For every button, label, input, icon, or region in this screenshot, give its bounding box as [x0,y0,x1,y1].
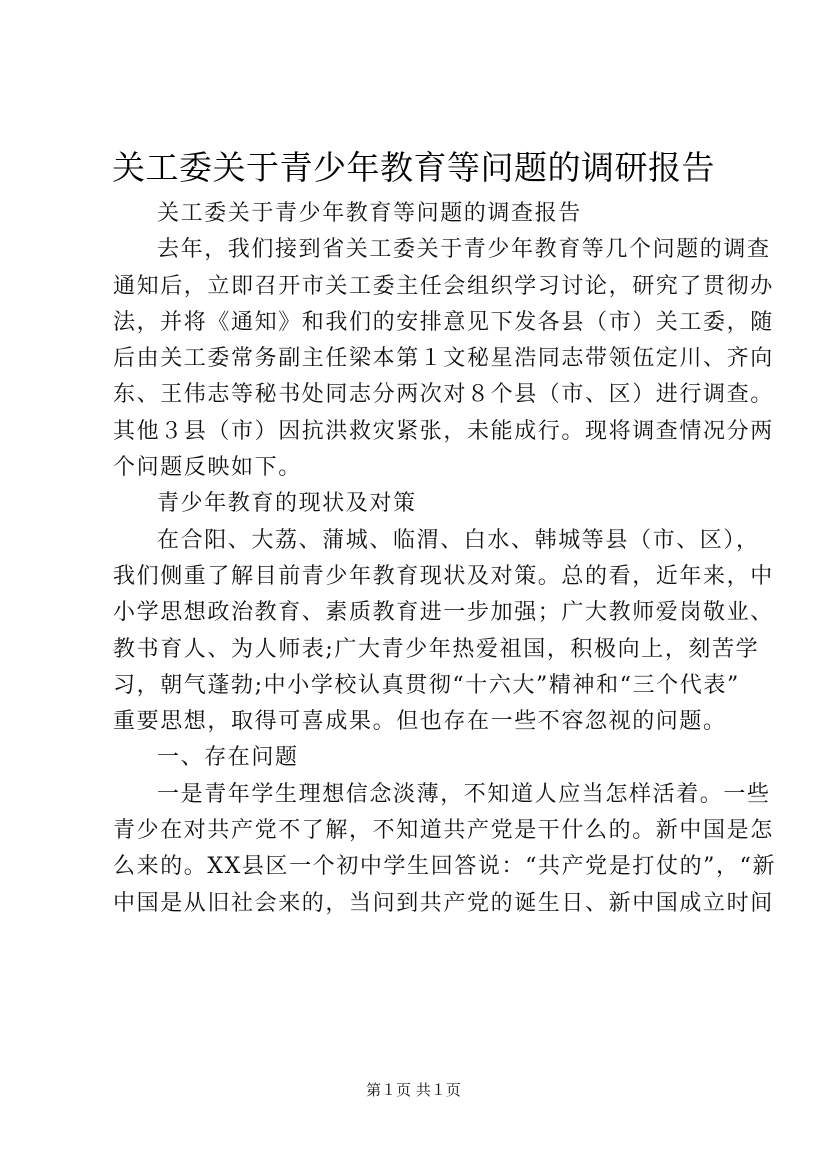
page-number-footer: 第１页 共１页 [366,1081,461,1099]
paragraph-line: 个问题反映如下。 [113,455,302,481]
section-heading: 青少年教育的现状及对策 [157,491,417,517]
paragraph-line: 青少在对共产党不了解，不知道共产党是干什么的。新中国是怎 [113,818,774,844]
paragraph-line: 我们侧重了解目前青少年教育现状及对策。总的看，近年来，中 [113,563,774,589]
paragraph-line: 通知后，立即召开市关工委主任会组织学习讨论，研究了贯彻办 [113,273,774,299]
section-heading: 一、存在问题 [157,745,299,771]
paragraph-line: 在合阳、大荔、蒲城、临渭、白水、韩城等县（市、区）， [157,527,760,553]
document-body [113,196,777,922]
paragraph-line: 后由关工委常务副主任梁本第１文秘星浩同志带领伍定川、齐向 [113,346,774,372]
paragraph-line: 其他３县（市）因抗洪救灾紧张，未能成行。现将调查情况分两 [113,418,774,444]
paragraph-line: 重要思想，取得可喜成果。但也存在一些不容忽视的问题。 [113,709,727,735]
document-title: 关工委关于青少年教育等问题的调研报告 [112,148,715,187]
paragraph-line: 东、王伟志等秘书处同志分两次对８个县（市、区）进行调查。 [113,382,774,408]
paragraph-line: 中国是从旧社会来的，当问到共产党的诞生日、新中国成立时间 [113,890,774,916]
paragraph-line: 教书育人、为人师表;广大青少年热爱祖国，积极向上，刻苦学 [113,636,760,662]
paragraph-line: 习，朝气蓬勃;中小学校认真贯彻“十六大”精神和“三个代表” [113,672,740,698]
paragraph-line: 小学思想政治教育、素质教育进一步加强；广大教师爱岗敬业、 [113,600,774,626]
subtitle-line: 关工委关于青少年教育等问题的调查报告 [157,201,582,226]
paragraph-line: 一是青年学生理想信念淡薄，不知道人应当怎样活着。一些 [157,781,771,807]
paragraph-line: 法，并将《通知》和我们的安排意见下发各县（市）关工委，随 [113,309,774,335]
paragraph-line: 么来的。XX县区一个初中学生回答说：“共产党是打仗的”，“新 [113,854,777,880]
paragraph-line: 去年，我们接到省关工委关于青少年教育等几个问题的调查 [157,237,771,263]
